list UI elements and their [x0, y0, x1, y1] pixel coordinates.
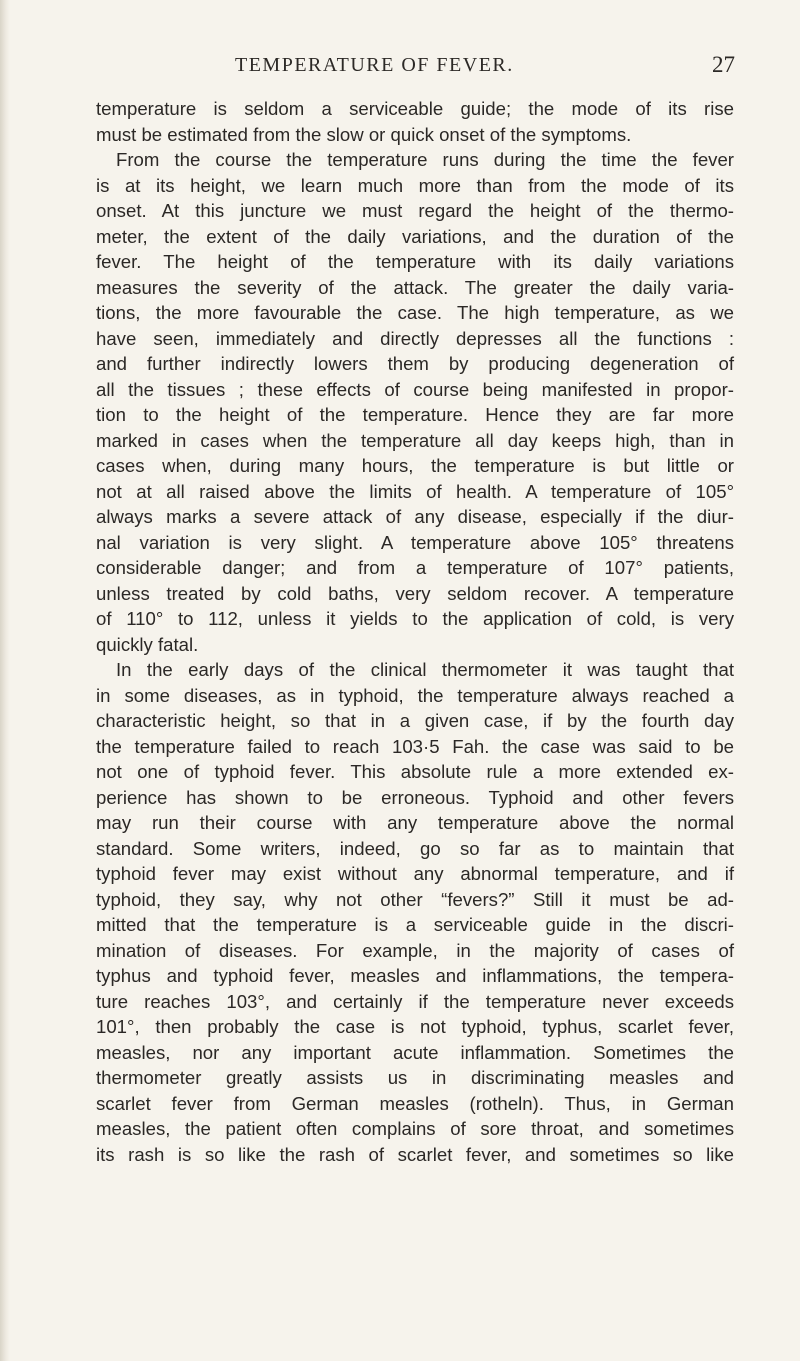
text-line: is at its height, we learn much more than from the mode of its [96, 174, 734, 196]
running-header [95, 54, 735, 88]
text-line: mitted that the temperature is a serviceable guide in the discri- [96, 914, 734, 935]
page-edge-shadow [0, 0, 10, 1361]
text-line: fever. The height of the temperature with its daily variations [96, 251, 734, 272]
running-title: TEMPERATURE OF FEVER. [235, 54, 514, 76]
text-line: quickly fatal. [96, 633, 199, 655]
text-line: 101°, then probably the case is not typhoid, typhus, scarlet fever, [96, 1016, 734, 1037]
text-line: nal variation is very slight. A temperature above 105° threatens [96, 531, 734, 553]
text-line: measures the severity of the attack. The greater the daily varia- [96, 276, 734, 298]
text-line: of 110° to 112, unless it yields to the application of cold, is very [96, 608, 734, 629]
text-line: measles, nor any important acute inflammation. Sometimes the [96, 1041, 734, 1063]
text-line: From the course the temperature runs during the time the fever [116, 149, 734, 170]
text-line: tion to the height of the temperature. Hence they are far more [96, 404, 734, 425]
text-line: meter, the extent of the daily variations, and the duration of the [96, 225, 734, 247]
text-line: typhoid fever may exist without any abnormal temperature, and if [96, 863, 734, 884]
text-line: thermometer greatly assists us in discriminating measles and [96, 1067, 734, 1088]
text-line: considerable danger; and from a temperature of 107° patients, [96, 557, 734, 578]
text-line: not at all raised above the limits of health. A temperature of 105° [96, 480, 734, 502]
text-line: may run their course with any temperature above the normal [96, 812, 734, 833]
text-line: must be estimated from the slow or quick onset of the symptoms. [96, 123, 632, 145]
text-line: ture reaches 103°, and certainly if the temperature never exceeds [96, 990, 734, 1012]
text-line: all the tissues ; these effects of course being manifested in propor- [96, 378, 734, 400]
text-line: scarlet fever from German measles (rotheln). Thus, in German [96, 1092, 734, 1114]
page-number: 27 [712, 52, 735, 77]
text-line: In the early days of the clinical thermometer it was taught that [116, 659, 734, 680]
text-line: always marks a severe attack of any disease, especially if the diur- [96, 506, 734, 527]
text-line: onset. At this juncture we must regard the height of the thermo- [96, 200, 734, 221]
text-line: not one of typhoid fever. This absolute rule a more extended ex- [96, 761, 734, 782]
text-line: cases when, during many hours, the temperature is but little or [96, 455, 734, 476]
text-line: the temperature failed to reach 103·5 Fah. the case was said to be [96, 735, 734, 757]
text-line: typhus and typhoid fever, measles and inflammations, the tempera- [96, 965, 734, 986]
text-line: standard. Some writers, indeed, go so far as to maintain that [96, 837, 734, 859]
body-text [96, 96, 734, 1167]
text-line: unless treated by cold baths, very seldom recover. A temperature [96, 582, 734, 604]
text-line: characteristic height, so that in a given case, if by the fourth day [96, 710, 734, 731]
text-line: perience has shown to be erroneous. Typhoid and other fevers [96, 786, 734, 808]
text-line: mination of diseases. For example, in the majority of cases of [96, 939, 734, 961]
text-line: in some diseases, as in typhoid, the temperature always reached a [96, 684, 734, 706]
text-line: typhoid, they say, why not other “fevers?” Still it must be ad- [96, 888, 734, 910]
text-line: and further indirectly lowers them by producing degeneration of [96, 353, 734, 374]
text-line: measles, the patient often complains of sore throat, and sometimes [96, 1118, 734, 1139]
text-line: marked in cases when the temperature all day keeps high, than in [96, 429, 734, 451]
text-line: have seen, immediately and directly depresses all the functions : [96, 327, 734, 349]
text-line: temperature is seldom a serviceable guide; the mode of its rise [96, 98, 734, 119]
text-line: its rash is so like the rash of scarlet fever, and sometimes so like [96, 1143, 734, 1165]
text-line: tions, the more favourable the case. The high temperature, as we [96, 302, 734, 323]
